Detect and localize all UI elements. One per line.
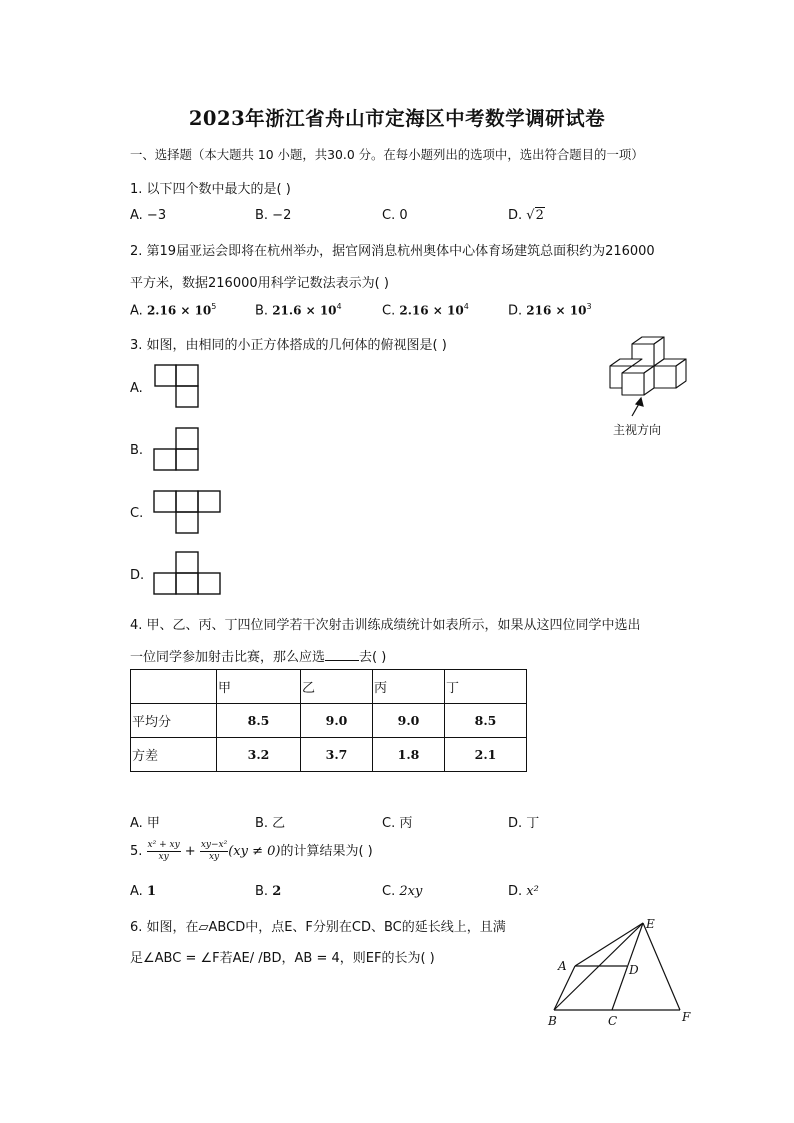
point-label-a: A (558, 959, 567, 973)
q5-option-b-value: 2 (272, 884, 282, 899)
q2-option-a (130, 302, 216, 318)
q1-option-b: B. −2 (255, 208, 292, 223)
question-2-line2: 平方米，数据216000用科学记数法表示为( ) (130, 276, 389, 291)
q5-option-c-label: C. (382, 884, 400, 899)
q3-cube-figure (608, 334, 694, 426)
q1-option-a: A. −3 (130, 208, 167, 223)
q1-option-d-label: D. (508, 208, 527, 223)
question-4-line1: 4. 甲、乙、丙、丁四位同学若干次射击训练成绩统计如表所示，如果从这四位同学中选出 (130, 618, 641, 633)
q2-option-d-label: D. (508, 303, 527, 319)
question-4-line2 (130, 646, 386, 665)
table-cell: 3.2 (217, 738, 301, 772)
question-6-line1: 6. 如图，在▱ABCD中，点E、F分别在CD、BC的延长线上，且满 (130, 920, 506, 935)
fraction-2-denominator: xy (208, 852, 220, 862)
cube-face (654, 366, 676, 388)
sqrt-symbol: √2 (526, 208, 544, 223)
fraction-2-numerator: xy−x² (200, 840, 228, 850)
fraction-1-numerator: x² + xy (147, 840, 180, 850)
grid-square (176, 491, 198, 512)
grid-square (154, 491, 176, 512)
table-header-cell: 甲 (217, 670, 301, 704)
q2-option-b (255, 302, 342, 318)
point-label-d: D (629, 963, 639, 977)
table-cell: 1.8 (373, 738, 445, 772)
table-cell: 9.0 (373, 704, 445, 738)
table-header-cell (131, 670, 217, 704)
table-cell: 2.1 (445, 738, 527, 772)
table-row-label: 平均分 (131, 704, 217, 738)
q1-option-d-radicand: 2 (535, 208, 544, 223)
q2-option-b-base: 21.6 × 10 (272, 303, 337, 318)
grid-square (198, 491, 220, 512)
q2-option-b-label: B. (255, 303, 273, 319)
plus-sign: + (180, 844, 200, 859)
q3-option-a-figure (154, 364, 200, 408)
fraction-1-denominator: xy (158, 852, 169, 862)
table-header-cell: 丁 (445, 670, 527, 704)
grid-square (154, 449, 176, 470)
grid-square (176, 428, 198, 449)
q3-option-d-label: D. (130, 568, 145, 583)
page-title: 2023年浙江省舟山市定海区中考数学调研试卷 (188, 107, 606, 130)
table-header-cell: 乙 (301, 670, 373, 704)
table-cell: 8.5 (445, 704, 527, 738)
q2-option-c (382, 302, 469, 318)
q3-option-c-figure (152, 490, 222, 534)
q4-option-a: A. 甲 (130, 816, 160, 831)
q4-line2-text: 一位同学参加射击比赛，那么应选 (130, 650, 326, 665)
q2-option-d-base: 216 × 10 (526, 303, 587, 318)
answer-blank (325, 648, 359, 661)
q5-condition: (xy ≠ 0) (228, 844, 281, 859)
table-row-label: 方差 (131, 738, 217, 772)
q5-option-d (508, 884, 539, 899)
grid-square (154, 573, 176, 594)
q2-option-d (508, 302, 592, 318)
q1-option-c: C. 0 (382, 208, 408, 223)
fraction-2 (200, 840, 228, 863)
table-cell: 9.0 (301, 704, 373, 738)
q5-option-d-label: D. (508, 884, 527, 899)
section-heading: 一、选择题（本大题共 10 小题，共30.0 分。在每小题列出的选项中，选出符合题目的一项） (130, 147, 644, 162)
q2-option-c-label: C. (382, 303, 400, 319)
grid-square (176, 386, 198, 407)
q2-option-a-base: 2.16 × 10 (146, 303, 212, 318)
score-table (130, 669, 527, 772)
q3-option-d-figure (152, 551, 224, 595)
q5-option-c-value: 2xy (399, 884, 423, 899)
table-cell: 8.5 (217, 704, 301, 738)
q5-option-d-value: x² (526, 884, 539, 899)
table-header-row (131, 670, 527, 704)
q6-parallelogram-figure (540, 912, 700, 1034)
q5-option-a-label: A. (130, 884, 147, 899)
q4-option-c: C. 丙 (382, 816, 413, 831)
q3-option-b-figure (152, 427, 200, 471)
q3-option-c-label: C. (130, 506, 144, 521)
q5-suffix: 的计算结果为( ) (280, 844, 373, 859)
q5-option-b (255, 884, 281, 899)
q4-line2-tail: 去( ) (359, 650, 387, 665)
q2-option-a-label: A. (130, 303, 147, 319)
grid-square (176, 449, 198, 470)
q3-option-a-label: A. (130, 381, 143, 396)
q3-option-b-label: B. (130, 443, 144, 458)
table-row (131, 738, 527, 772)
segment-AE (575, 923, 643, 966)
point-label-e: E (646, 917, 655, 931)
cube-face (622, 373, 644, 395)
grid-square (155, 365, 176, 386)
question-3-stem: 3. 如图，由相同的小正方体搭成的几何体的俯视图是( ) (130, 338, 447, 353)
grid-square (176, 552, 198, 573)
question-2-line1: 2. 第19届亚运会即将在杭州举办，据官网消息杭州奥体中心体育场建筑总面积约为216000 (130, 244, 655, 259)
q4-option-b: B. 乙 (255, 816, 286, 831)
q5-option-a (130, 884, 156, 899)
grid-square (198, 573, 220, 594)
q1-option-d (508, 208, 545, 223)
q2-option-c-base: 2.16 × 10 (399, 303, 464, 318)
table-header-cell: 丙 (373, 670, 445, 704)
question-5-stem (130, 840, 373, 863)
fraction-1 (147, 840, 181, 863)
question-6-line2: 足∠ABC = ∠F若AE/ /BD，AB = 4，则EF的长为( ) (130, 951, 435, 966)
q4-option-d: D. 丁 (508, 816, 540, 831)
grid-square (176, 365, 198, 386)
point-label-b: B (548, 1014, 557, 1028)
point-label-f: F (682, 1010, 691, 1024)
q2-option-a-exp: 5 (211, 302, 217, 311)
q2-option-c-exp: 4 (463, 302, 469, 311)
table-row (131, 704, 527, 738)
question-1-stem: 1. 以下四个数中最大的是( ) (130, 182, 291, 197)
q5-option-b-label: B. (255, 884, 273, 899)
view-arrow-head (636, 398, 643, 406)
q3-figure-caption: 主视方向 (613, 423, 662, 437)
q2-option-b-exp: 4 (336, 302, 342, 311)
q2-option-d-exp: 3 (586, 302, 592, 311)
table-cell: 3.7 (301, 738, 373, 772)
point-label-c: C (608, 1014, 618, 1028)
grid-square (176, 573, 198, 594)
q5-prefix: 5. (130, 844, 147, 859)
q5-option-c (382, 884, 422, 899)
grid-square (176, 512, 198, 533)
q5-option-a-value: 1 (146, 884, 156, 899)
segment-EF (643, 923, 680, 1010)
